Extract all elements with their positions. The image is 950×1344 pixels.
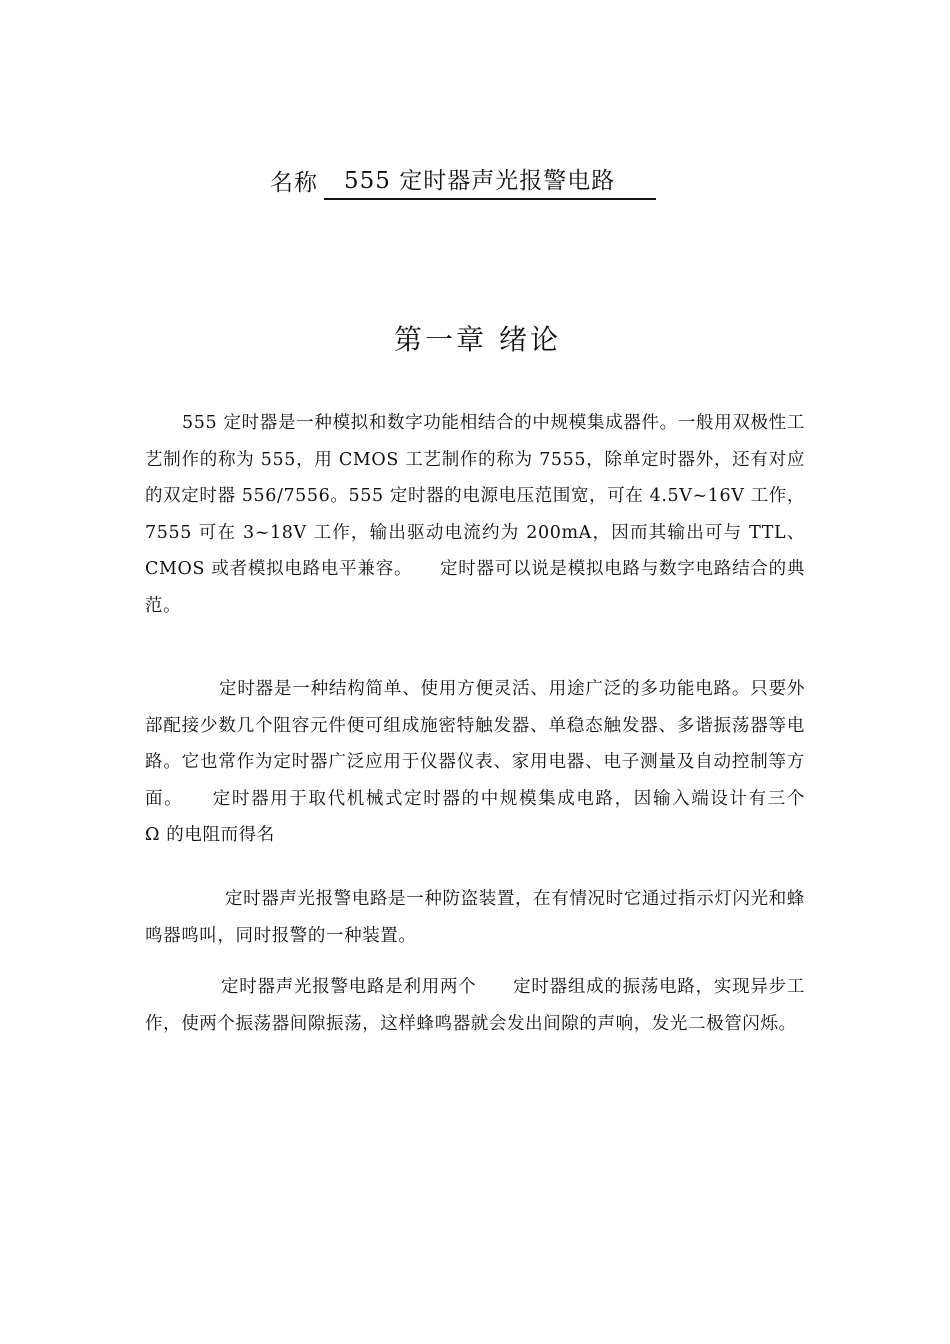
paragraph-1: 555 定时器是一种模拟和数字功能相结合的中规模集成器件。一般用双极性工艺制作的称为 555，用 CMOS 工艺制作的称为 7555，除单定时器外，还有对应的双定时器 556/7556。555 定时器的电源电压范围宽，可在 4.5V~16V 工作，7555 可在 3~18V 工作，输出驱动电流约为 200mA，因而其输出可与 TTL、CMOS 或者模拟电路电平兼容。 定时器可以说是模拟电路与数字电路结合的典范。: [145, 413, 805, 616]
name-value: 555 定时器声光报警电路: [324, 162, 656, 200]
paragraph-4: 定时器声光报警电路是利用两个 定时器组成的振荡电路，实现异步工作，使两个振荡器间隙振荡，这样蜂鸣器就会发出间隙的声响，发光二极管闪烁。: [145, 977, 805, 1034]
paragraph-3: 定时器声光报警电路是一种防盗装置，在有情况时它通过指示灯闪光和蜂鸣器鸣叫，同时报警的一种装置。: [145, 889, 805, 946]
chapter-title: 第一章 绪论: [394, 323, 561, 356]
paragraph-2: 定时器是一种结构简单、使用方便灵活、用途广泛的多功能电路。只要外部配接少数几个阻容元件便可组成施密特触发器、单稳态触发器、多谐振荡器等电路。它也常作为定时器广泛应用于仪器仪表、家用电器、电子测量及自动控制等方面。 定时器用于取代机械式定时器的中规模集成电路，因输入端设计有三个 Ω 的电阻而得名: [145, 679, 830, 845]
document-name-line: [270, 166, 656, 200]
name-label: 名称: [270, 170, 318, 196]
